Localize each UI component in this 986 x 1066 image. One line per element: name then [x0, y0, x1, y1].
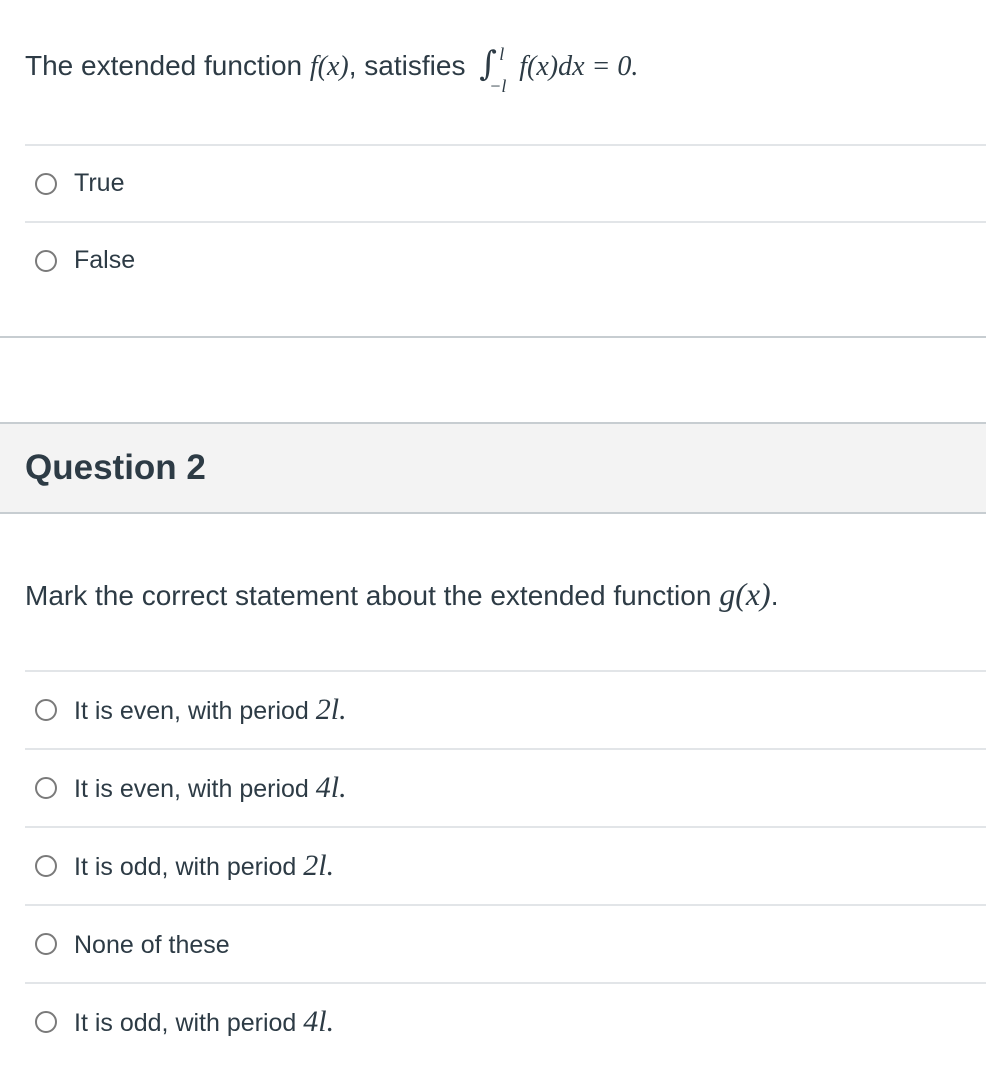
answer-label [74, 849, 334, 883]
radio-button[interactable] [35, 777, 57, 799]
question-1-answers [25, 144, 986, 298]
answer-option-4[interactable] [25, 904, 986, 982]
answer-label: False [74, 246, 136, 274]
answer-text-part: It is even, with period [74, 775, 316, 803]
answer-text-part: It is odd, with period [74, 853, 304, 881]
function-f: f(x) [309, 51, 349, 82]
prompt-mid: , satisfies [348, 50, 474, 81]
integral-symbol: ∫ l −l [473, 44, 519, 88]
radio-button[interactable] [35, 1011, 57, 1033]
answer-true[interactable] [25, 144, 986, 221]
question-2-header [0, 422, 986, 514]
answer-option-5[interactable] [25, 982, 986, 1060]
function-g: g(x) [719, 576, 771, 612]
question-divider [0, 336, 986, 338]
integral-upper-limit: l [499, 44, 505, 64]
answer-label [74, 771, 347, 805]
answer-math: 4l. [303, 1005, 335, 1038]
answer-math: 4l. [315, 771, 347, 804]
radio-button[interactable] [35, 855, 57, 877]
prompt-text: Mark the correct statement about the extended function [25, 580, 720, 611]
prompt-text: The extended function [25, 50, 310, 81]
radio-button[interactable] [35, 699, 57, 721]
radio-button[interactable] [35, 933, 57, 955]
answer-text-part: It is odd, with period [74, 1009, 304, 1037]
answer-label: True [74, 169, 125, 197]
answer-false[interactable] [25, 221, 986, 298]
answer-label [74, 693, 347, 727]
answer-math: 2l. [303, 849, 335, 882]
answer-option-1[interactable] [25, 670, 986, 748]
integral-body: f(x)dx = 0. [519, 51, 639, 82]
answer-math: 2l. [315, 693, 347, 726]
integral-lower-limit: −l [489, 76, 507, 96]
answer-option-3[interactable] [25, 826, 986, 904]
question-2-answers [25, 670, 986, 1060]
question-2-prompt [25, 576, 778, 613]
answer-label [74, 927, 230, 961]
question-1-prompt [25, 44, 965, 96]
answer-text-part: None of these [74, 931, 230, 959]
radio-button[interactable] [35, 173, 57, 195]
answer-text-part: It is even, with period [74, 697, 316, 725]
radio-button[interactable] [35, 250, 57, 272]
question-title: Question 2 [25, 448, 206, 487]
answer-option-2[interactable] [25, 748, 986, 826]
answer-label [74, 1005, 334, 1039]
prompt-end: . [770, 580, 779, 611]
